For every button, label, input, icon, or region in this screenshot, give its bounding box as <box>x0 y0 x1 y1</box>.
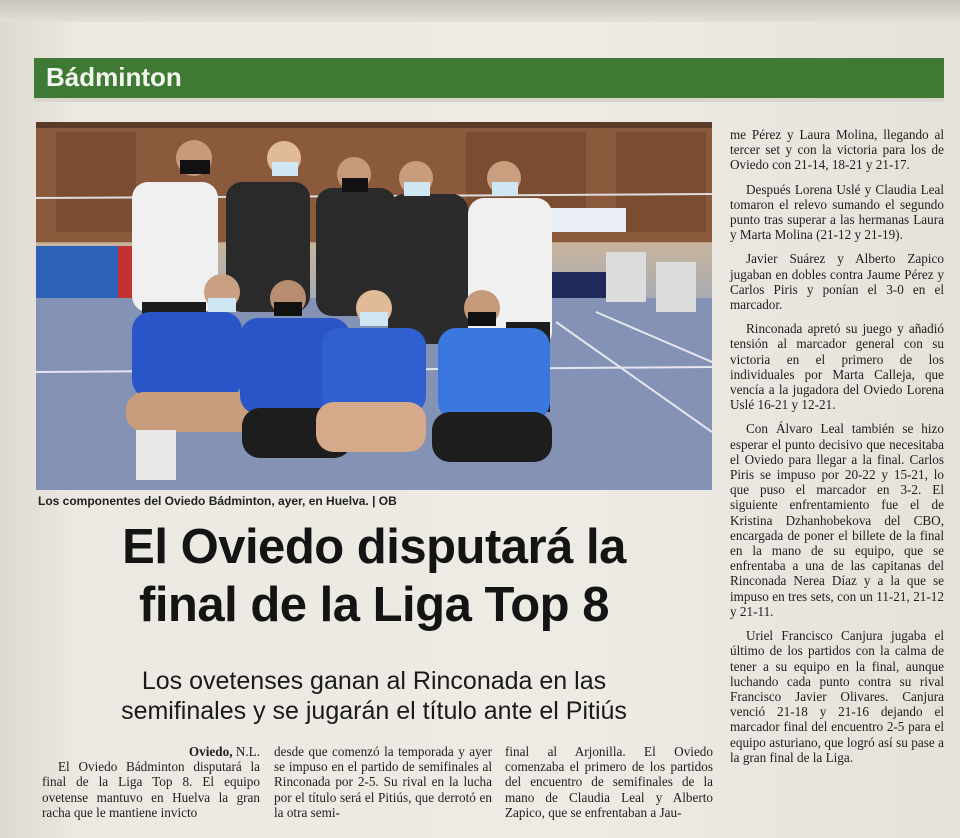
previous-page-fold <box>0 0 960 22</box>
article-paragraph: Javier Suárez y Alberto Zapico jugaban en dobles contra Jaume Pérez y Carlos Piris y ponían el 3-0 en el marcador. <box>730 251 944 313</box>
team-photo-illustration <box>36 122 712 490</box>
team-photo <box>36 122 712 490</box>
byline-author: N.L. <box>232 744 260 759</box>
subheadline <box>36 666 712 726</box>
subheadline-line-2: semifinales y se jugarán el título ante el Pitiús <box>121 697 627 725</box>
article-paragraph: Rinconada apretó su juego y añadió tensión al marcador general con su victoria en el primero de los individuales por Marta Calleja, que vencía a la jugadora del Oviedo Lorena Uslé 16-21 y 12-21. <box>730 321 944 413</box>
headline-line-1: El Oviedo disputará la <box>122 520 626 574</box>
subheadline-line-1: Los ovetenses ganan al Rinconada en las <box>141 667 607 695</box>
section-title: Bádminton <box>46 62 182 92</box>
byline-place: Oviedo, <box>188 744 233 759</box>
section-header-bar <box>34 58 944 102</box>
article-column-2 <box>274 744 492 820</box>
photo-caption: Los componentes del Oviedo Bádminton, ayer, en Huelva. | OB <box>38 494 397 508</box>
article-paragraph: Con Álvaro Leal también se hizo esperar el punto decisivo que necesitaba el Oviedo para llegar a la final. Carlos Piris se impuso por 20-22 y 15-21, lo que puso el marcador en 3-2. El siguiente enfrentamiento fue el de Kristina Dzhanhobekova del CBO, encargada de poner el billete de la final en la mano de su equipo, que se enfrentaba a una de las capitanas del Rinconada Nerea Díaz y a la que se impuso en tres sets, con un 11-21, 21-12 y 21-11. <box>730 421 944 619</box>
article-column-3 <box>505 744 713 820</box>
headline <box>36 518 712 634</box>
article-paragraph: El Oviedo Bádminton disputará la final de la Liga Top 8. El equipo ovetense mantuvo en Huelva la gran racha que le mantiene invicto <box>42 759 260 820</box>
article-paragraph: desde que comenzó la temporada y ayer se impuso en el partido de semifinales al Rinconada por 2-5. Su rival en la lucha por el título será el Pitiús, que derrotó en la otra semi- <box>274 744 492 820</box>
article-paragraph: final al Arjonilla. El Oviedo comenzaba el primero de los partidos del encuentro de semifinales de la mano de Claudia Leal y Alberto Zapico, que se enfrentaban a Jau- <box>505 744 713 820</box>
article-paragraph: Uriel Francisco Canjura jugaba el último de los partidos con la calma de tener a su equipo en la final, aunque luchando cada punto contra su rival Francisco Javier Olivares. Canjura venció 21-18 y 21-16 dejando el marcador final del encuentro 2-5 para el equipo asturiano, que logró así su pase a la gran final de la Liga. <box>730 628 944 765</box>
byline <box>42 744 260 759</box>
article-paragraph: me Pérez y Laura Molina, llegando al tercer set y con la victoria para los de Oviedo con 21-14, 18-21 y 21-17. <box>730 127 944 173</box>
article-column-1 <box>42 744 260 820</box>
article-column-4 <box>730 127 944 774</box>
headline-line-2: final de la Liga Top 8 <box>139 578 609 632</box>
article-paragraph: Después Lorena Uslé y Claudia Leal tomaron el relevo sumando el segundo punto tras superar a las hermanas Laura y Marta Molina (21-12 y 21-19). <box>730 181 944 243</box>
